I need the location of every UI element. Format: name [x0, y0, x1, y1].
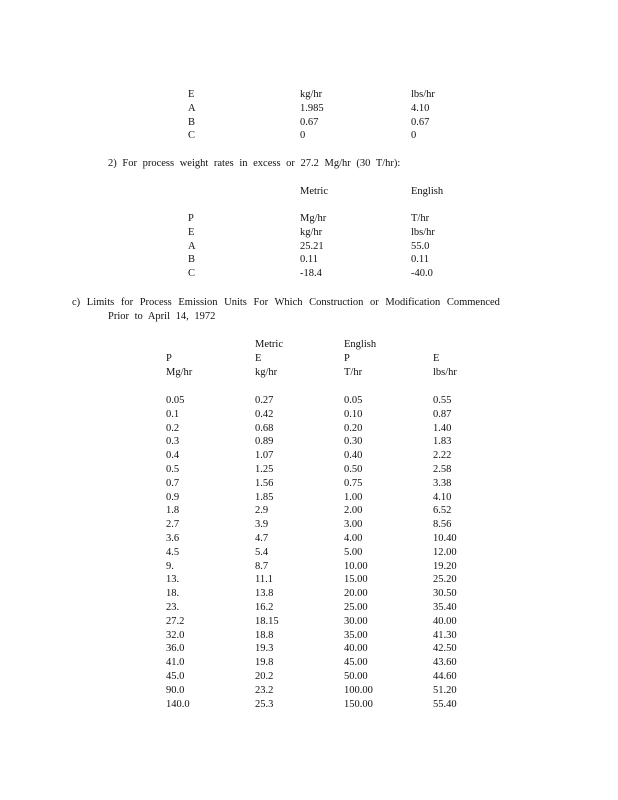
- col-metric-e: [255, 394, 279, 711]
- table-cell: 13.: [166, 574, 180, 586]
- table-cell: 18.15: [255, 615, 279, 627]
- table-cell: 1.25: [255, 463, 274, 475]
- table-cell: 25.20: [433, 574, 457, 586]
- table-cell: 0.50: [344, 463, 363, 475]
- table1-english: [411, 88, 435, 143]
- table-cell: 40.00: [344, 643, 368, 655]
- table-cell: 42.50: [433, 643, 457, 655]
- table-cell: 0.4: [166, 450, 180, 462]
- section2-metric-value: -18.4: [300, 268, 322, 280]
- table-cell: 1.00: [344, 491, 363, 503]
- table-cell: 150.00: [344, 698, 373, 710]
- table-cell: 90.0: [166, 684, 185, 696]
- section2-label: C: [188, 268, 196, 280]
- table1-english-value: 0.67: [411, 116, 430, 128]
- table-cell: 6.52: [433, 505, 452, 517]
- table-cell: 50.00: [344, 670, 368, 682]
- table-cell: 51.20: [433, 684, 457, 696]
- table-cell: 18.8: [255, 629, 274, 641]
- section2-heading: 2) For process weight rates in excess or 27.2 Mg/hr (30 T/hr):: [108, 158, 401, 169]
- table-cell: 25.3: [255, 698, 274, 710]
- table-cell: 140.0: [166, 698, 190, 710]
- section2-english-value: 55.0: [411, 240, 430, 252]
- table-cell: 0.10: [344, 408, 363, 420]
- table-cell: 30.50: [433, 588, 457, 600]
- table-cell: 1.85: [255, 491, 274, 503]
- table-cell: 18.: [166, 588, 180, 600]
- table-cell: 12.00: [433, 546, 457, 558]
- table-cell: 0.9: [166, 491, 180, 503]
- table-cell: 8.56: [433, 519, 452, 531]
- col-metric-p: [166, 394, 190, 711]
- table-cell: 0.2: [166, 422, 180, 434]
- col-header-unit: lbs/hr: [433, 367, 457, 378]
- table-cell: 9.: [166, 560, 174, 572]
- table1-label: B: [188, 116, 196, 128]
- table-cell: 11.1: [255, 574, 273, 586]
- section2-english-value: lbs/hr: [411, 226, 435, 238]
- table1-labels: [188, 88, 196, 143]
- table-cell: 32.0: [166, 629, 185, 641]
- section2-english-value: 0.11: [411, 254, 429, 266]
- table1-english-value: 0: [411, 130, 417, 142]
- table1-metric-value: kg/hr: [300, 89, 323, 100]
- table-cell: 25.00: [344, 601, 368, 613]
- table-cell: 19.8: [255, 657, 274, 669]
- section2-labels: [188, 212, 196, 281]
- col-header-symbol: E: [433, 353, 440, 364]
- col-header-unit: kg/hr: [255, 367, 278, 378]
- table-cell: 0.5: [166, 463, 180, 475]
- section2-metric-header: Metric: [300, 186, 328, 197]
- section2-english: [411, 212, 435, 281]
- table1-metric: [300, 88, 324, 143]
- section-c-heading-line2: Prior to April 14, 1972: [108, 311, 216, 322]
- section2-label: A: [188, 240, 196, 252]
- table-cell: 1.07: [255, 450, 274, 462]
- table1-english-value: lbs/hr: [411, 89, 435, 100]
- section2-label: E: [188, 226, 195, 238]
- table-cell: 2.22: [433, 450, 452, 462]
- table-cell: 35.00: [344, 629, 368, 641]
- section-c-english-header: English: [344, 339, 377, 350]
- table-cell: 19.20: [433, 560, 457, 572]
- section2-metric-value: Mg/hr: [300, 213, 327, 224]
- table-cell: 36.0: [166, 643, 185, 655]
- table-cell: 13.8: [255, 588, 274, 600]
- table-cell: 20.2: [255, 670, 274, 682]
- table-cell: 0.3: [166, 436, 180, 448]
- table-cell: 100.00: [344, 684, 373, 696]
- table-cell: 41.0: [166, 657, 185, 669]
- table-cell: 45.0: [166, 670, 185, 682]
- table-cell: 0.7: [166, 477, 180, 489]
- section2-english-header: English: [411, 186, 444, 197]
- table-cell: 2.00: [344, 505, 363, 517]
- table-cell: 0.27: [255, 395, 274, 406]
- table-cell: 15.00: [344, 574, 368, 586]
- table-cell: 3.00: [344, 519, 363, 531]
- table-cell: 44.60: [433, 670, 457, 682]
- section-c-heading-line1: c) Limits for Process Emission Units For Which Construction or Modification Commenced: [72, 297, 500, 308]
- section2-label: P: [188, 213, 194, 224]
- table-cell: 35.40: [433, 601, 457, 613]
- table1-label: C: [188, 130, 196, 142]
- table1-metric-value: 0.67: [300, 116, 319, 128]
- table1-metric-value: 0: [300, 130, 306, 142]
- table1-label: E: [188, 89, 195, 100]
- table-cell: 2.58: [433, 463, 452, 475]
- table-cell: 0.42: [255, 408, 274, 420]
- section2-metric-value: 0.11: [300, 254, 318, 266]
- table1-english-value: 4.10: [411, 102, 430, 114]
- col-english-e: [433, 394, 457, 711]
- table-cell: 41.30: [433, 629, 457, 641]
- table-cell: 16.2: [255, 601, 274, 613]
- table-cell: 3.6: [166, 532, 180, 544]
- table-cell: 30.00: [344, 615, 368, 627]
- table-cell: 0.89: [255, 436, 274, 448]
- section2-english-value: T/hr: [411, 213, 430, 224]
- table-cell: 23.: [166, 601, 180, 613]
- table-cell: 27.2: [166, 615, 185, 627]
- table-cell: 2.9: [255, 505, 269, 517]
- table-cell: 3.9: [255, 519, 269, 531]
- table1-label: A: [188, 102, 196, 114]
- section-c-metric-header: Metric: [255, 339, 283, 350]
- col-header-unit: Mg/hr: [166, 367, 193, 378]
- table-cell: 20.00: [344, 588, 368, 600]
- table-cell: 55.40: [433, 698, 457, 710]
- table-cell: 0.05: [166, 395, 185, 406]
- table-cell: 0.40: [344, 450, 363, 462]
- table-cell: 10.40: [433, 532, 457, 544]
- table-cell: 2.7: [166, 519, 180, 531]
- section2-metric-value: kg/hr: [300, 226, 323, 238]
- section2-metric: [300, 212, 326, 281]
- section2-metric-value: 25.21: [300, 240, 324, 252]
- section2-label: B: [188, 254, 196, 266]
- table-cell: 1.83: [433, 436, 452, 448]
- col-header-unit: T/hr: [344, 367, 363, 378]
- table-cell: 23.2: [255, 684, 274, 696]
- col-header-symbol: P: [344, 353, 350, 364]
- table-cell: 43.60: [433, 657, 457, 669]
- table-cell: 1.40: [433, 422, 452, 434]
- table-cell: 5.00: [344, 546, 363, 558]
- table-cell: 4.10: [433, 491, 452, 503]
- table-cell: 1.8: [166, 505, 180, 517]
- table-cell: 4.7: [255, 532, 269, 544]
- table-cell: 4.5: [166, 546, 180, 558]
- table-cell: 8.7: [255, 560, 269, 572]
- table-cell: 0.1: [166, 408, 180, 420]
- table-cell: 4.00: [344, 532, 363, 544]
- table-cell: 19.3: [255, 643, 274, 655]
- table-cell: 0.55: [433, 395, 452, 406]
- table-cell: 5.4: [255, 546, 269, 558]
- table-cell: 0.05: [344, 395, 363, 406]
- table-cell: 10.00: [344, 560, 368, 572]
- section2-english-value: -40.0: [411, 268, 433, 280]
- table1-metric-value: 1.985: [300, 102, 324, 114]
- table-cell: 0.20: [344, 422, 363, 434]
- col-header-symbol: P: [166, 353, 172, 364]
- table-cell: 3.38: [433, 477, 452, 489]
- table-cell: 40.00: [433, 615, 457, 627]
- table-cell: 45.00: [344, 657, 368, 669]
- table-cell: 0.30: [344, 436, 363, 448]
- col-header-symbol: E: [255, 353, 262, 364]
- table-cell: 0.75: [344, 477, 363, 489]
- col-english-p: [344, 394, 373, 711]
- table-cell: 0.87: [433, 408, 452, 420]
- table-cell: 1.56: [255, 477, 274, 489]
- table-cell: 0.68: [255, 422, 274, 434]
